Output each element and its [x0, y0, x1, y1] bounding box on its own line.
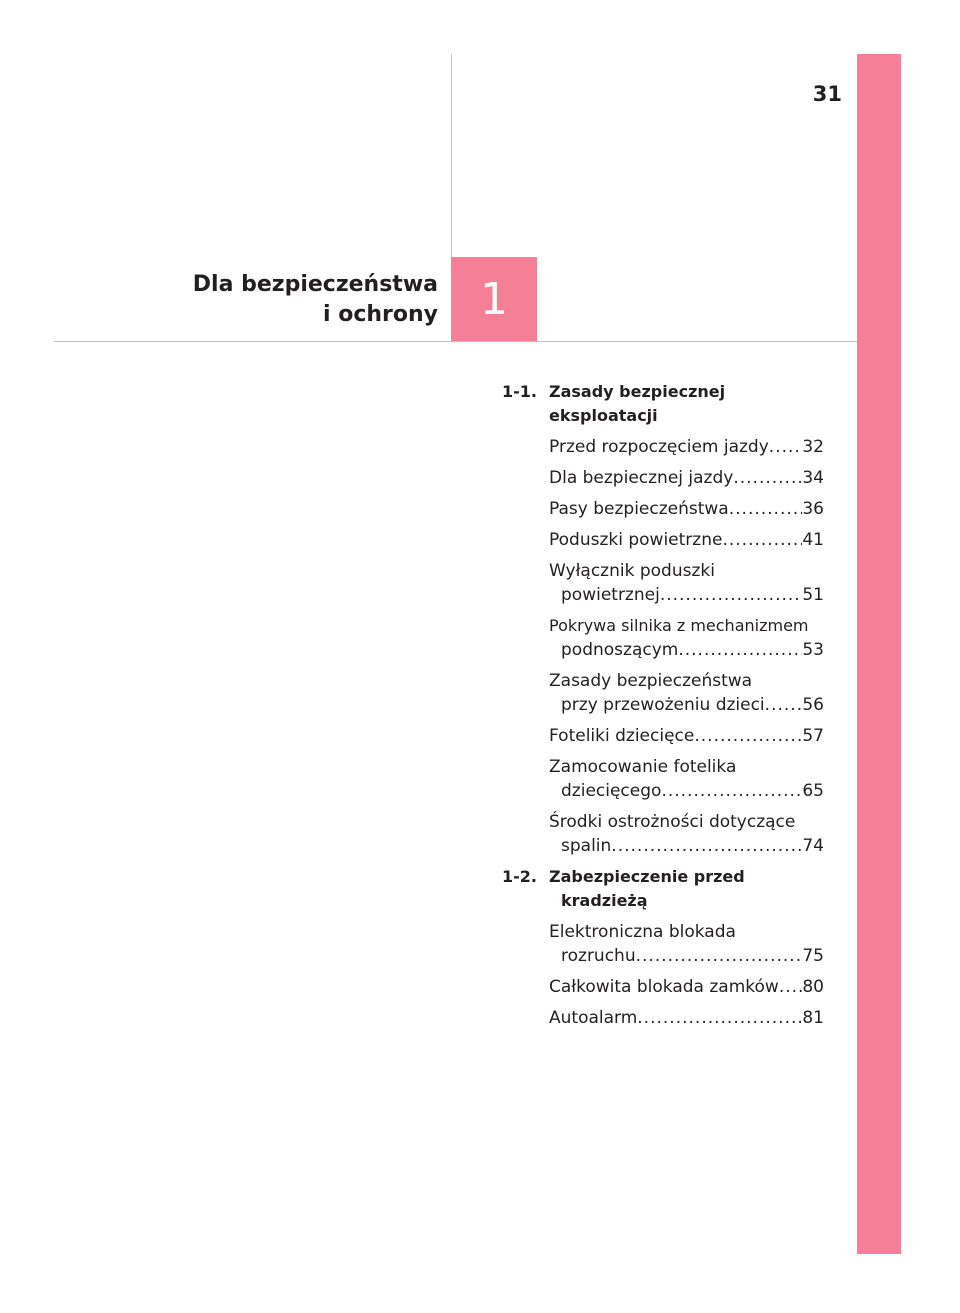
entry-label: Foteliki dziecięce — [549, 726, 695, 746]
toc-entry[interactable] — [549, 614, 824, 662]
entry-label: Dla bezpiecznej jazdy — [549, 468, 734, 488]
page-number: 31 — [812, 82, 842, 106]
toc-entry[interactable] — [549, 1006, 824, 1030]
toc-entry[interactable] — [549, 755, 824, 803]
horizontal-rule — [54, 341, 857, 342]
entry-label-line1: Pokrywa silnika z mechanizmem — [549, 616, 809, 635]
toc-entry[interactable] — [549, 528, 824, 552]
leader-dots — [636, 944, 803, 968]
toc-entry[interactable] — [549, 724, 824, 748]
leader-dots — [660, 583, 803, 607]
toc-entry[interactable] — [549, 920, 824, 968]
chapter-title-line1: Dla bezpieczeństwa — [192, 272, 438, 297]
entry-page: 57 — [802, 726, 824, 746]
entry-label-line1: Zasady bezpieczeństwa — [549, 671, 753, 691]
chapter-title-line2: i ochrony — [323, 302, 438, 327]
entry-page: 80 — [802, 977, 824, 997]
entry-label: dziecięcego — [561, 781, 662, 801]
toc-section-heading[interactable] — [502, 865, 824, 913]
entry-page: 32 — [802, 437, 824, 457]
chapter-number-box — [451, 257, 537, 341]
entry-label-line1: Środki ostrożności dotyczące — [549, 812, 796, 832]
chapter-title — [120, 270, 438, 330]
entry-page: 34 — [802, 468, 824, 488]
leader-dots — [769, 435, 803, 459]
leader-dots — [661, 779, 802, 803]
chapter-number: 1 — [480, 273, 508, 325]
section-number: 1-2. — [502, 867, 537, 886]
entry-label: Poduszki powietrzne — [549, 530, 723, 550]
toc-entry[interactable] — [549, 435, 824, 459]
entry-label: Całkowita blokada zamków — [549, 977, 779, 997]
section-title: Zasady bezpiecznej eksploatacji — [549, 382, 726, 425]
entry-page: 53 — [802, 640, 824, 660]
leader-dots — [637, 1006, 802, 1030]
leader-dots — [733, 466, 802, 490]
entry-page: 74 — [802, 836, 824, 856]
chapter-side-tab — [857, 54, 901, 1254]
entry-page: 65 — [802, 781, 824, 801]
toc-entry[interactable] — [549, 810, 824, 858]
entry-page: 41 — [802, 530, 824, 550]
entry-label-line1: Elektroniczna blokada — [549, 922, 736, 942]
entry-label: rozruchu — [561, 946, 636, 966]
entry-label: spalin — [561, 836, 612, 856]
leader-dots — [765, 693, 803, 717]
entry-page: 56 — [802, 695, 824, 715]
toc-entry[interactable] — [549, 559, 824, 607]
leader-dots — [611, 834, 802, 858]
leader-dots — [729, 497, 803, 521]
entry-page: 36 — [802, 499, 824, 519]
leader-dots — [694, 724, 802, 748]
section-title: Zabezpieczenie przed kradzieżą — [549, 867, 745, 910]
entry-label: przy przewożeniu dzieci — [561, 695, 765, 715]
entry-page: 81 — [802, 1008, 824, 1028]
toc-section-heading[interactable] — [502, 380, 824, 428]
entry-label: Pasy bezpieczeństwa — [549, 499, 729, 519]
section-number: 1-1. — [502, 382, 537, 401]
entry-page: 75 — [802, 946, 824, 966]
table-of-contents — [502, 380, 824, 1037]
entry-label: Autoalarm — [549, 1008, 638, 1028]
entry-label-line1: Wyłącznik poduszki — [549, 561, 715, 581]
leader-dots — [779, 975, 803, 999]
toc-entry[interactable] — [549, 669, 824, 717]
entry-label: powietrznej — [561, 585, 660, 605]
entry-label: Przed rozpoczęciem jazdy — [549, 437, 769, 457]
entry-page: 51 — [802, 585, 824, 605]
toc-entry[interactable] — [549, 497, 824, 521]
toc-entry[interactable] — [549, 466, 824, 490]
leader-dots — [678, 638, 802, 662]
toc-entry[interactable] — [549, 975, 824, 999]
entry-label-line1: Zamocowanie fotelika — [549, 757, 737, 777]
leader-dots — [722, 528, 802, 552]
entry-label: podnoszącym — [561, 640, 679, 660]
